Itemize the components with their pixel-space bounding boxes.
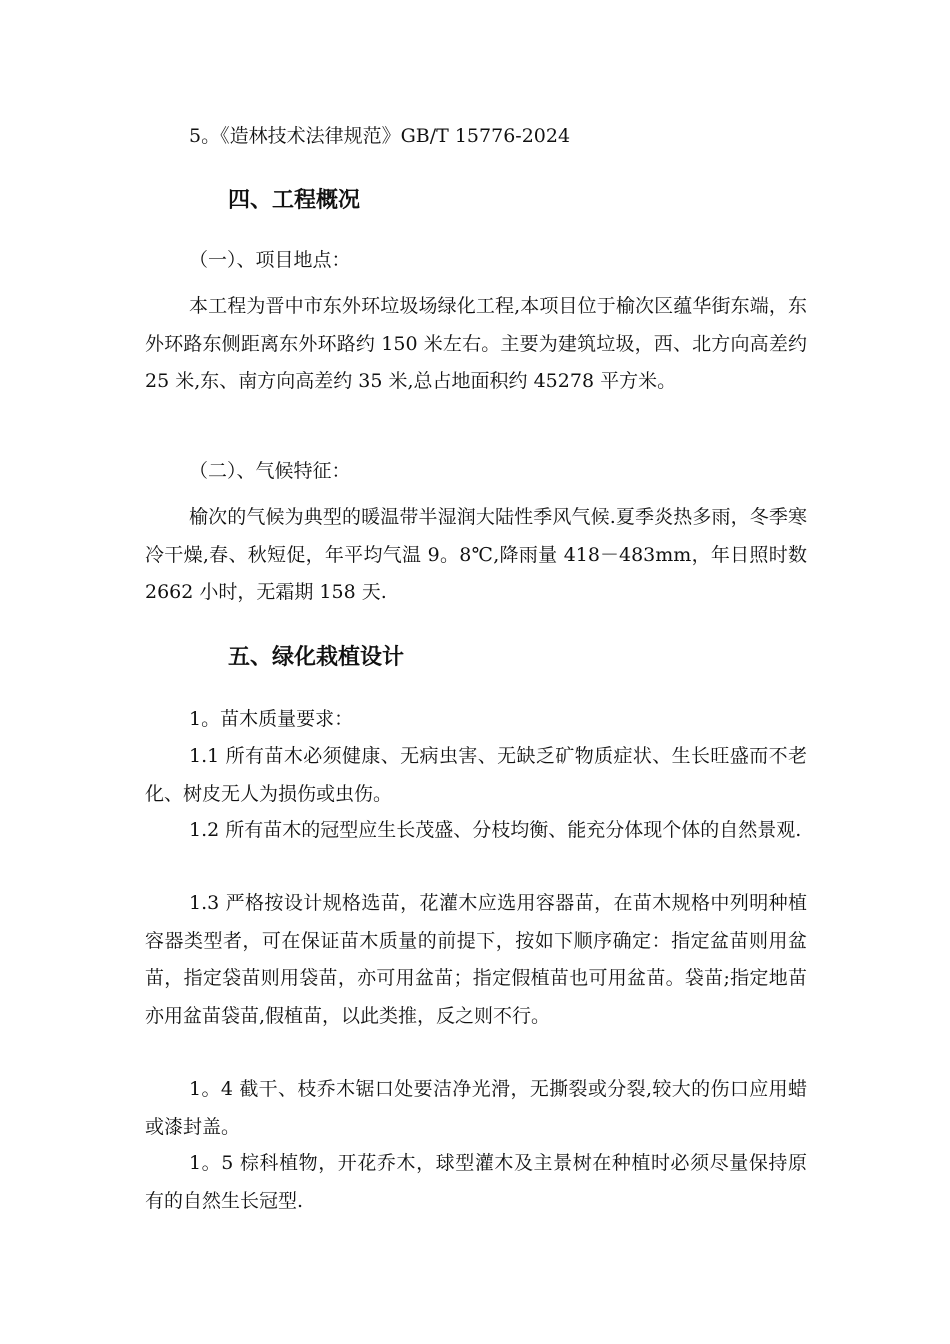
item-seedling-quality-title: 1。苗木质量要求： xyxy=(189,708,354,730)
reference-item-5: 5。《造林技术法律规范》GB/T 15776-2024 xyxy=(189,125,571,147)
item-1-5: 1。5 棕科植物，开花乔木，球型灌木及主景树在种植时必须尽量保持原有的自然生长冠型. xyxy=(145,1152,807,1212)
item-1-4: 1。4 截干、枝乔木锯口处要洁净光滑，无撕裂或分裂,较大的伤口应用蜡或漆封盖。 xyxy=(145,1078,807,1138)
subheading-project-location: （一）、项目地点： xyxy=(189,249,351,271)
subheading-climate: （二）、气候特征： xyxy=(189,460,351,482)
item-1-1: 1.1 所有苗木必须健康、无病虫害、无缺乏矿物质症状、生长旺盛而不老化、树皮无人为损伤或虫伤。 xyxy=(145,745,807,805)
paragraph-climate: 榆次的气候为典型的暖温带半湿润大陆性季风气候.夏季炎热多雨，冬季寒冷干燥,春、秋短促，年平均气温 9。8℃,降雨量 418－483mm，年日照时数 2662 小时，无霜期 158 天. xyxy=(145,506,807,603)
section-heading-planting-design: 五、绿化栽植设计 xyxy=(228,645,405,670)
paragraph-project-location: 本工程为晋中市东外环垃圾场绿化工程,本项目位于榆次区蕴华街东端，东外环路东侧距离东外环路约 150 米左右。主要为建筑垃圾，西、北方向高差约 25 米,东、南方向高差约 35 米,总占地面积约 45278 平方米。 xyxy=(145,295,807,392)
item-1-2: 1.2 所有苗木的冠型应生长茂盛、分枝均衡、能充分体现个体的自然景观. xyxy=(189,819,802,841)
section-heading-project-overview: 四、工程概况 xyxy=(228,188,361,213)
item-1-3: 1.3 严格按设计规格选苗，花灌木应选用容器苗，在苗木规格中列明种植容器类型者，可在保证苗木质量的前提下，按如下顺序确定：指定盆苗则用盆苗，指定袋苗则用袋苗，亦可用盆苗；指定假植苗也可用盆苗。袋苗;指定地苗亦用盆苗袋苗,假植苗，以此类推，反之则不行。 xyxy=(145,892,807,1027)
